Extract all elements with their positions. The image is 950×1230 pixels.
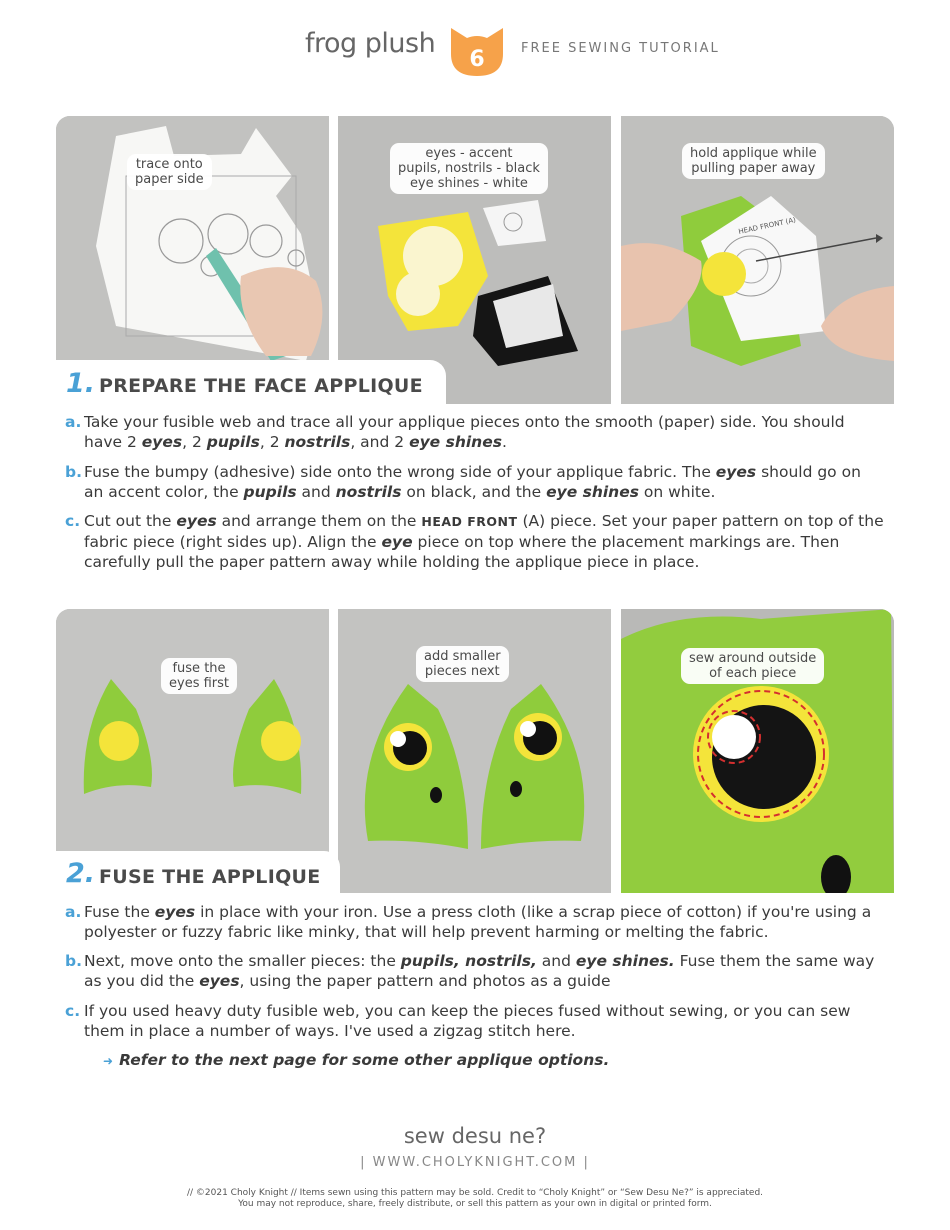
text: , 2 xyxy=(259,433,285,451)
item-letter: a. xyxy=(65,903,82,921)
instruction-1c xyxy=(65,511,885,572)
step-title: FUSE THE APPLIQUE xyxy=(99,866,321,888)
instruction-text xyxy=(84,951,885,991)
step-1-header xyxy=(56,360,446,406)
callout-line: of each piece xyxy=(709,666,797,681)
pattern-piece-label: HEAD FRONT (A) xyxy=(737,215,797,236)
arrow-right-icon: ➜ xyxy=(103,1054,114,1068)
emphasis: nostrils xyxy=(284,433,351,451)
text: (A) piece. Set your paper pattern on top of the fabric piece (right sides up). Align the xyxy=(84,512,884,551)
instruction-1b xyxy=(65,462,885,502)
item-letter: c. xyxy=(65,512,81,530)
item-letter: b. xyxy=(65,952,82,970)
emphasis: eyes xyxy=(141,433,183,451)
text: Cut out the xyxy=(84,512,177,530)
text: Fuse the bumpy (adhesive) side onto the wrong side of your applique fabric. The xyxy=(84,463,716,481)
text: and arrange them on the xyxy=(216,512,422,530)
instruction-text xyxy=(84,412,885,452)
text: , using the paper pattern and photos as a guide xyxy=(239,972,611,990)
instruction-text xyxy=(84,902,885,942)
text: and xyxy=(296,483,336,501)
instruction-2b xyxy=(65,951,885,991)
emphasis: pupils xyxy=(243,483,297,501)
text: piece on top where the placement markings are. Then carefully pull the paper pattern away while holding the applique piece in place. xyxy=(84,533,840,571)
text: Fuse the xyxy=(84,903,155,921)
legal-line: // ©2021 Choly Knight // Items sewn using this pattern may be sold. Credit to “Choly Knight” or “Sew Desu Ne?” is appreciated. xyxy=(186,1188,764,1198)
callout-hold-applique xyxy=(682,143,825,179)
text: and xyxy=(536,952,576,970)
instruction-2c xyxy=(65,1001,885,1041)
footer-website-link[interactable]: | WWW.CHOLYKNIGHT.COM | xyxy=(360,1155,590,1170)
callout-line: hold applique while xyxy=(690,146,817,161)
step-2-header xyxy=(56,851,340,897)
footer-brand: sew desu ne? xyxy=(403,1124,547,1148)
text: , and 2 xyxy=(350,433,410,451)
header-subtitle: FREE SEWING TUTORIAL xyxy=(521,41,720,56)
callout-line: trace onto xyxy=(135,157,203,172)
callout-line: pupils, nostrils - black xyxy=(398,161,540,176)
emphasis: eyes xyxy=(176,512,217,530)
text: Fuse them the same way as you did the xyxy=(84,952,875,990)
callout-line: eyes - accent xyxy=(425,146,513,161)
callout-line: pieces next xyxy=(424,664,500,679)
instruction-text xyxy=(84,1001,885,1041)
text: Take your fusible web and trace all your applique pieces onto the smooth (paper) side. You should have 2 xyxy=(84,413,845,451)
page-number: 6 xyxy=(469,47,485,72)
callout-sew-around xyxy=(681,648,824,684)
callout-line: fuse the xyxy=(172,661,226,676)
cat-head-badge-icon xyxy=(447,24,507,78)
callout-fuse-eyes-first xyxy=(161,658,237,694)
item-letter: c. xyxy=(65,1002,81,1020)
callout-fabric-colors xyxy=(390,143,548,194)
emphasis: eye xyxy=(381,533,413,551)
callout-line: pulling paper away xyxy=(691,161,816,176)
callout-line: sew around outside xyxy=(689,651,817,666)
pattern-piece-name: HEAD FRONT xyxy=(421,514,518,529)
instruction-1a xyxy=(65,412,885,452)
emphasis: eye shines. xyxy=(575,952,675,970)
text: , 2 xyxy=(182,433,207,451)
emphasis: eye shines xyxy=(546,483,639,501)
text: Next, move onto the smaller pieces: the xyxy=(84,952,401,970)
callout-line: paper side xyxy=(135,172,204,187)
step-number: 1. xyxy=(66,368,96,399)
text: should go on an accent color, the xyxy=(84,463,861,501)
step-title: PREPARE THE FACE APPLIQUE xyxy=(99,375,423,397)
next-page-reference xyxy=(103,1051,609,1069)
callout-line: eyes first xyxy=(169,676,229,691)
instruction-text xyxy=(84,511,885,572)
emphasis: eyes xyxy=(199,972,240,990)
emphasis: pupils, nostrils, xyxy=(400,952,537,970)
instruction-text xyxy=(84,462,885,502)
pattern-title: frog plush xyxy=(305,28,436,59)
text: If you used heavy duty fusible web, you can keep the pieces fused without sewing, or you can sew them in place a number of ways. I've used a zigzag stitch here. xyxy=(84,1002,851,1040)
callout-trace-onto-paper xyxy=(127,154,212,190)
instruction-2a xyxy=(65,902,885,942)
item-letter: a. xyxy=(65,413,82,431)
emphasis: eye shines xyxy=(409,433,502,451)
text: in place with your iron. Use a press cloth (like a scrap piece of cotton) if you're using a polyester or fuzzy fabric like minky, that will help prevent harming or melting the fabric. xyxy=(84,903,872,941)
emphasis: eyes xyxy=(154,903,196,921)
text: on black, and the xyxy=(401,483,547,501)
callout-line: eye shines - white xyxy=(409,176,528,191)
emphasis: nostrils xyxy=(335,483,402,501)
item-letter: b. xyxy=(65,463,82,481)
text: . xyxy=(501,433,507,451)
emphasis: pupils xyxy=(206,433,260,451)
emphasis: eyes xyxy=(715,463,757,481)
callout-add-smaller-pieces xyxy=(416,646,509,682)
footer-legal xyxy=(0,1188,950,1210)
reference-text: Refer to the next page for some other applique options. xyxy=(119,1051,610,1069)
legal-line: You may not reproduce, share, freely distribute, or sell this pattern as your own in digital or printed form. xyxy=(238,1199,712,1209)
step-number: 2. xyxy=(66,858,96,889)
text: on white. xyxy=(638,483,716,501)
callout-line: add smaller xyxy=(424,649,501,664)
